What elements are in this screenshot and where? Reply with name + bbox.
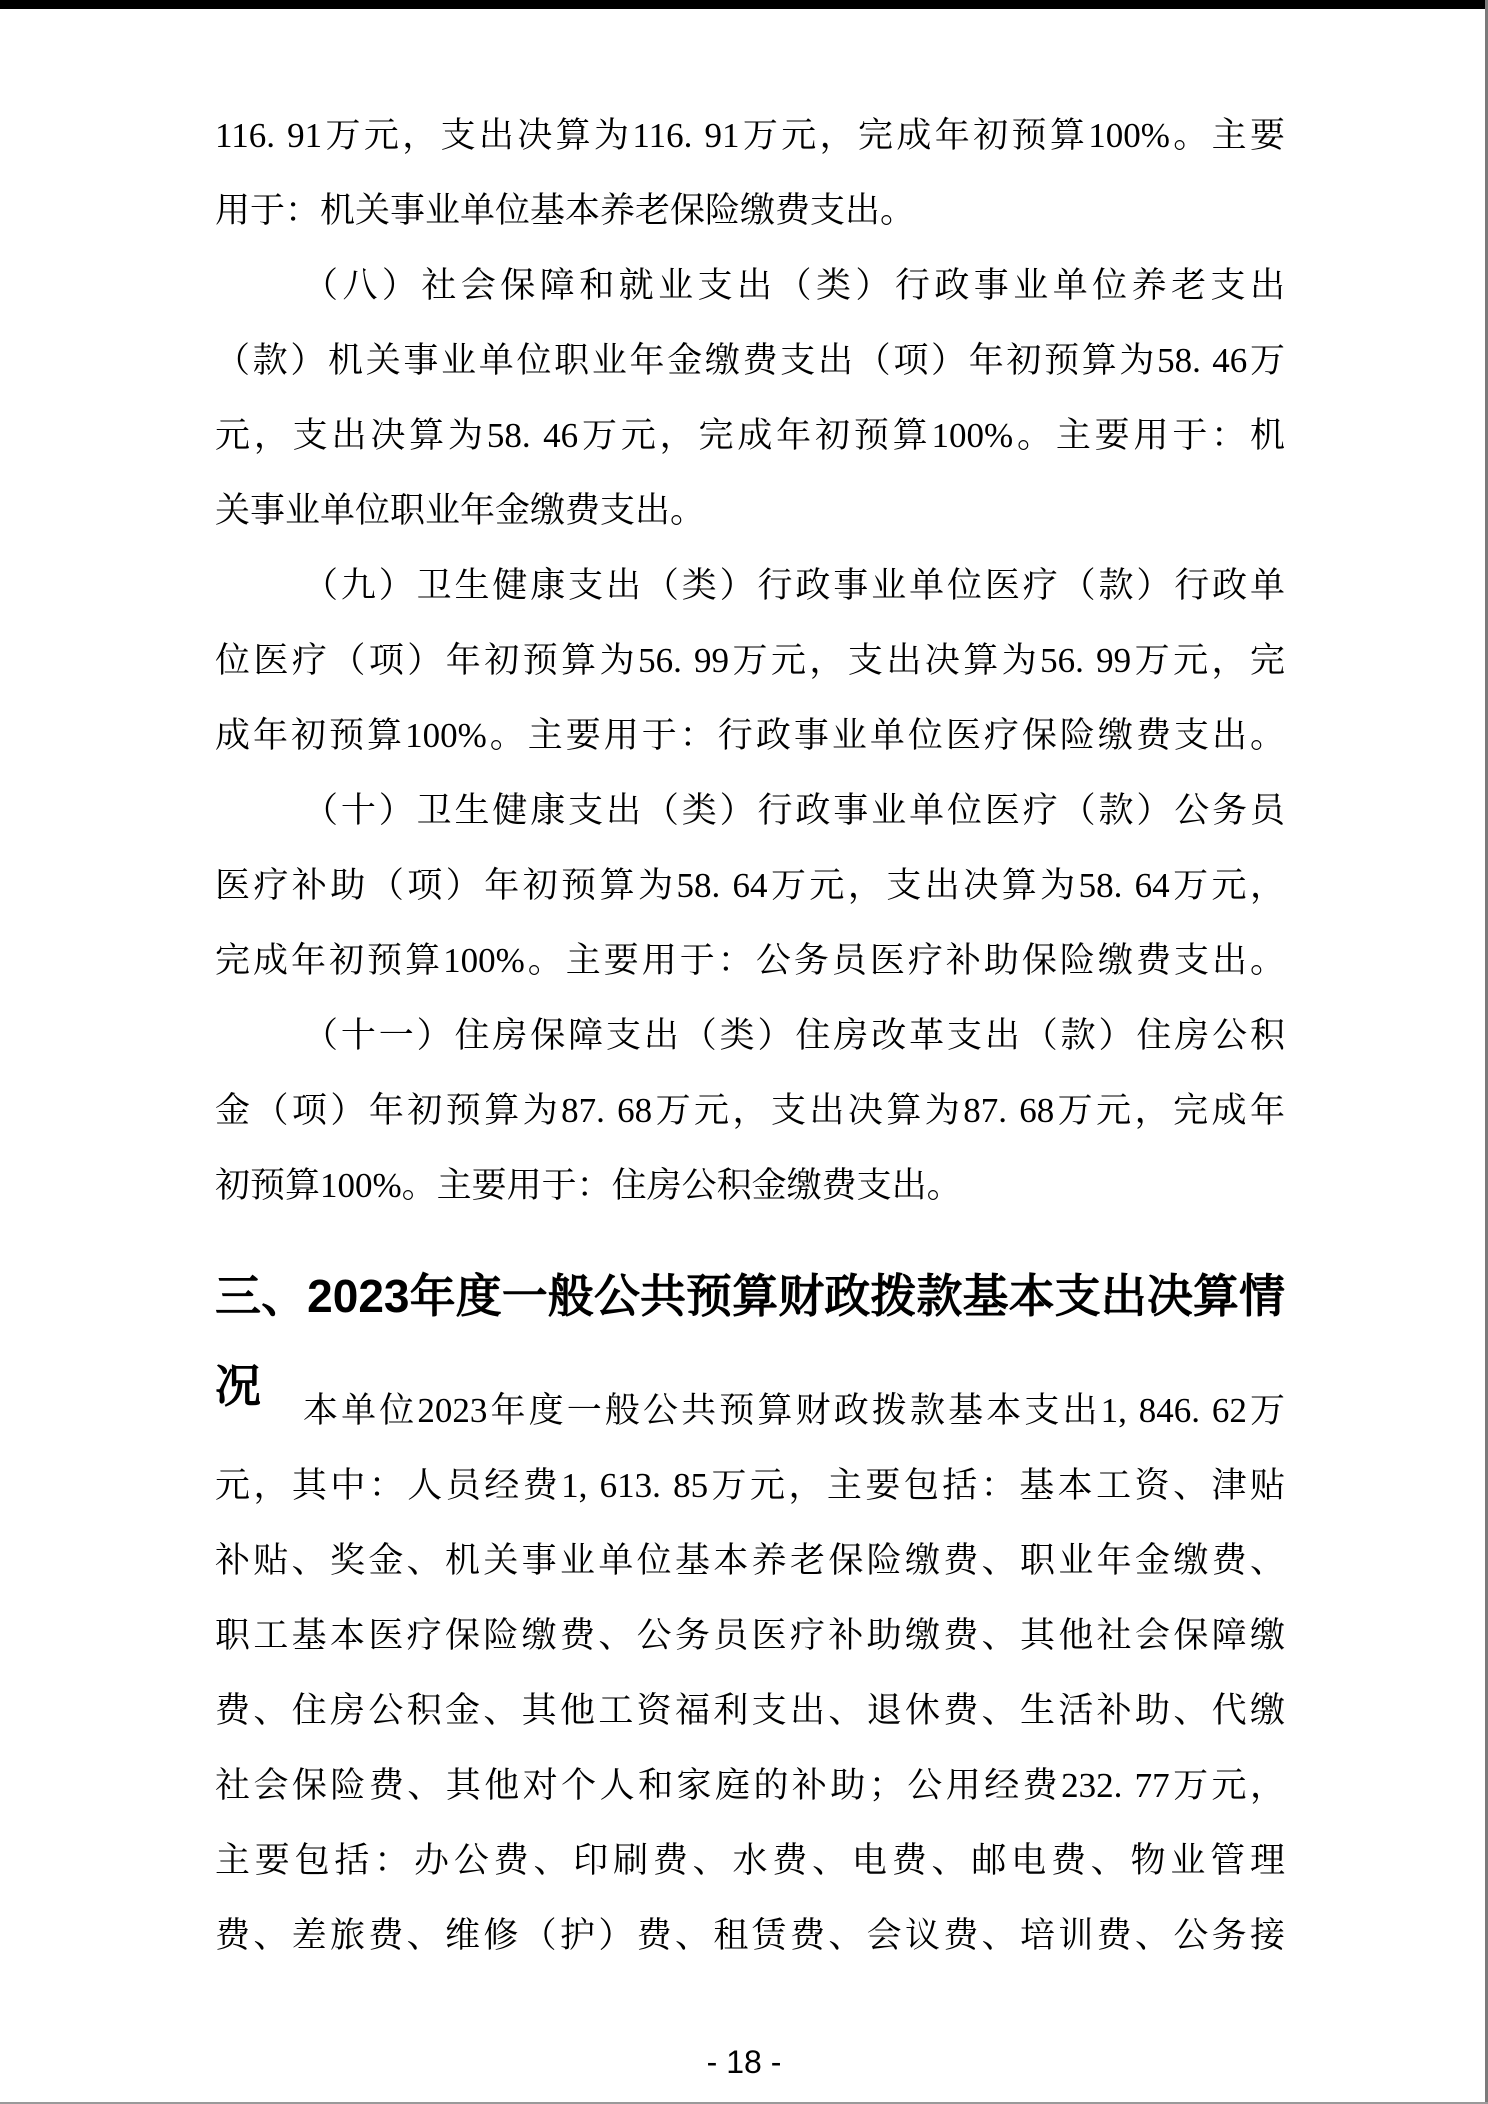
page-number: - 18 - [706, 2044, 782, 2080]
text-line: （款）机关事业单位职业年金缴费支出（项）年初预算为58. 46万 [215, 341, 1285, 380]
text-line: 116. 91万元，支出决算为116. 91万元，完成年初预算100%。主要 [215, 116, 1285, 155]
text-line: 主要包括：办公费、印刷费、水费、电费、邮电费、物业管理 [215, 1841, 1285, 1880]
page-top-edge [0, 0, 1488, 9]
text-line: 费、差旅费、维修（护）费、租赁费、会议费、培训费、公务接 [215, 1916, 1285, 1955]
section-heading: 三、2023年度一般公共预算财政拨款基本支出决算情况 [215, 1270, 1285, 1412]
text-line: 成年初预算100%。主要用于：行政事业单位医疗保险缴费支出。 [215, 716, 1285, 755]
text-line: （十一）住房保障支出（类）住房改革支出（款）住房公积 [303, 1016, 1285, 1055]
text-line: 社会保险费、其他对个人和家庭的补助；公用经费232. 77万元， [215, 1766, 1285, 1805]
text-line: 元，支出决算为58. 46万元，完成年初预算100%。主要用于：机 [215, 416, 1285, 455]
text-line: 费、住房公积金、其他工资福利支出、退休费、生活补助、代缴 [215, 1691, 1285, 1730]
text-line: 关事业单位职业年金缴费支出。 [215, 491, 706, 530]
text-line: 补贴、奖金、机关事业单位基本养老保险缴费、职业年金缴费、 [215, 1541, 1285, 1580]
text-line: 金（项）年初预算为87. 68万元，支出决算为87. 68万元，完成年 [215, 1091, 1285, 1130]
text-line: 用于：机关事业单位基本养老保险缴费支出。 [215, 191, 916, 230]
text-line: （八）社会保障和就业支出（类）行政事业单位养老支出 [303, 266, 1285, 305]
document-body [215, 98, 1285, 1973]
text-line: 位医疗（项）年初预算为56. 99万元，支出决算为56. 99万元，完 [215, 641, 1285, 680]
text-line: 本单位2023年度一般公共预算财政拨款基本支出1, 846. 62万 [303, 1391, 1285, 1430]
text-line: 职工基本医疗保险缴费、公务员医疗补助缴费、其他社会保障缴 [215, 1616, 1285, 1655]
text-line: 元，其中：人员经费1, 613. 85万元，主要包括：基本工资、津贴 [215, 1466, 1285, 1505]
text-line: 医疗补助（项）年初预算为58. 64万元，支出决算为58. 64万元， [215, 866, 1285, 905]
text-line: 初预算100%。主要用于：住房公积金缴费支出。 [215, 1166, 962, 1205]
text-line: 完成年初预算100%。主要用于：公务员医疗补助保险缴费支出。 [215, 941, 1285, 980]
text-line: （十）卫生健康支出（类）行政事业单位医疗（款）公务员 [303, 791, 1285, 830]
text-line: （九）卫生健康支出（类）行政事业单位医疗（款）行政单 [303, 566, 1285, 605]
